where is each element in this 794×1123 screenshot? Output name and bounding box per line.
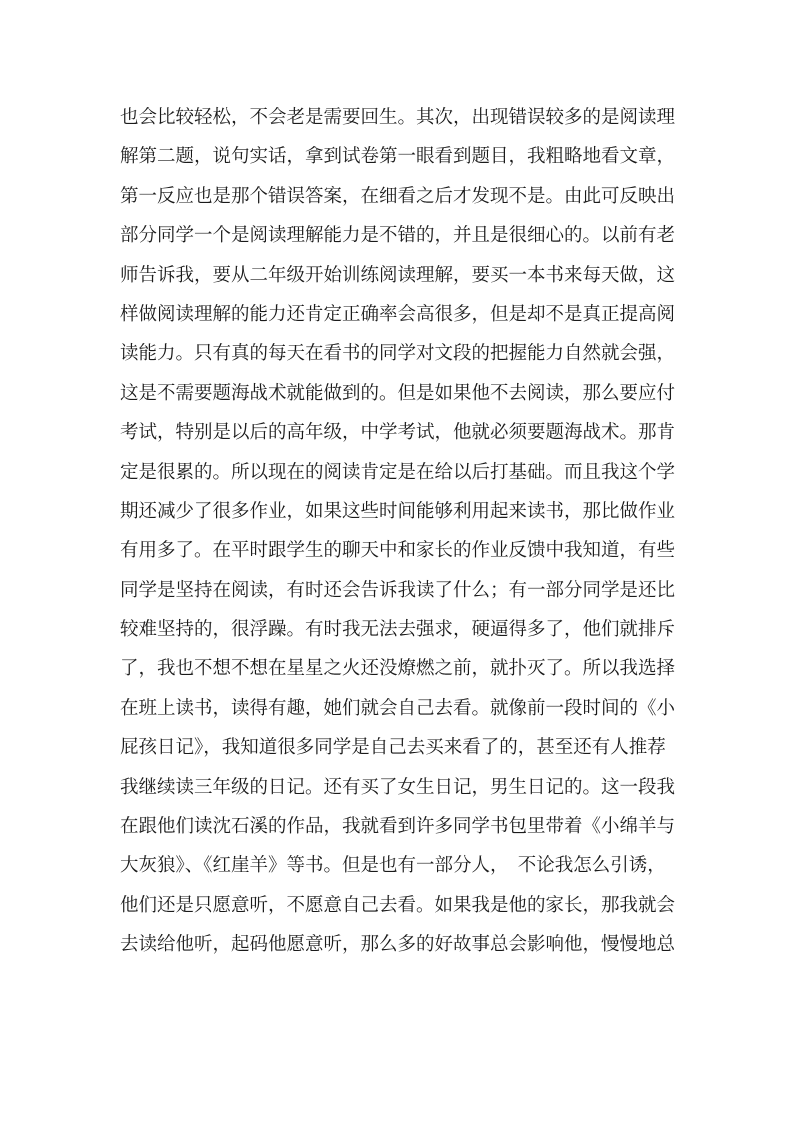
text-line: 第一反应也是那个错误答案，在细看之后才发现不是。由此可反映出: [120, 185, 676, 207]
text-line: 也会比较轻松，不会老是需要回生。其次，出现错误较多的是阅读理: [120, 107, 676, 128]
body-text: [120, 98, 686, 965]
text-line: 样做阅读理解的能力还肯定正确率会高很多，但是却不是真正提高阅: [120, 303, 676, 325]
text-line: 有用多了。在平时跟学生的聊天中和家长的作业反馈中我知道，有些: [120, 540, 676, 562]
text-line: 考试，特别是以后的高年级，中学考试，他就必须要题海战术。那肯: [120, 422, 676, 444]
text-line: 大灰狼》、《红崖羊》等书。但是也有一部分人， 不论我怎么引诱，: [120, 855, 666, 877]
text-line: 部分同学一个是阅读理解能力是不错的，并且是很细心的。以前有老: [120, 225, 676, 247]
text-line: 师告诉我，要从二年级开始训练阅读理解，要买一本书来每天做，这: [120, 264, 676, 286]
text-line: 较难坚持的，很浮躁。有时我无法去强求，硬逼得多了，他们就排斥: [120, 619, 676, 641]
text-line: 期还减少了很多作业，如果这些时间能够利用起来读书，那比做作业: [120, 500, 676, 522]
text-line: 屁孩日记》，我知道很多同学是自己去买来看了的，甚至还有人推荐: [120, 737, 666, 759]
text-line: 我继续读三年级的日记。还有买了女生日记，男生日记的。这一段我: [120, 776, 676, 798]
text-line: 读能力。只有真的每天在看书的同学对文段的把握能力自然就会强，: [120, 343, 676, 365]
text-line: 在跟他们读沈石溪的作品，我就看到许多同学书包里带着《小绵羊与: [120, 816, 676, 838]
text-line: 了，我也不想不想在星星之火还没燎燃之前，就扑灭了。所以我选择: [120, 658, 676, 680]
text-line: 同学是坚持在阅读，有时还会告诉我读了什么；有一部分同学是还比: [120, 579, 676, 601]
text-line: 去读给他听，起码他愿意听，那么多的好故事总会影响他，慢慢地总: [120, 934, 676, 956]
text-line: 这是不需要题海战术就能做到的。但是如果他不去阅读，那么要应付: [120, 382, 676, 404]
text-line: 解第二题，说句实话，拿到试卷第一眼看到题目，我粗略地看文章，: [120, 146, 676, 168]
text-line: 他们还是只愿意听，不愿意自己去看。如果我是他的家长，那我就会: [120, 894, 676, 916]
text-line: 在班上读书，读得有趣，她们就会自己去看。就像前一段时间的《小: [120, 697, 676, 719]
text-line: 定是很累的。所以现在的阅读肯定是在给以后打基础。而且我这个学: [120, 461, 676, 483]
